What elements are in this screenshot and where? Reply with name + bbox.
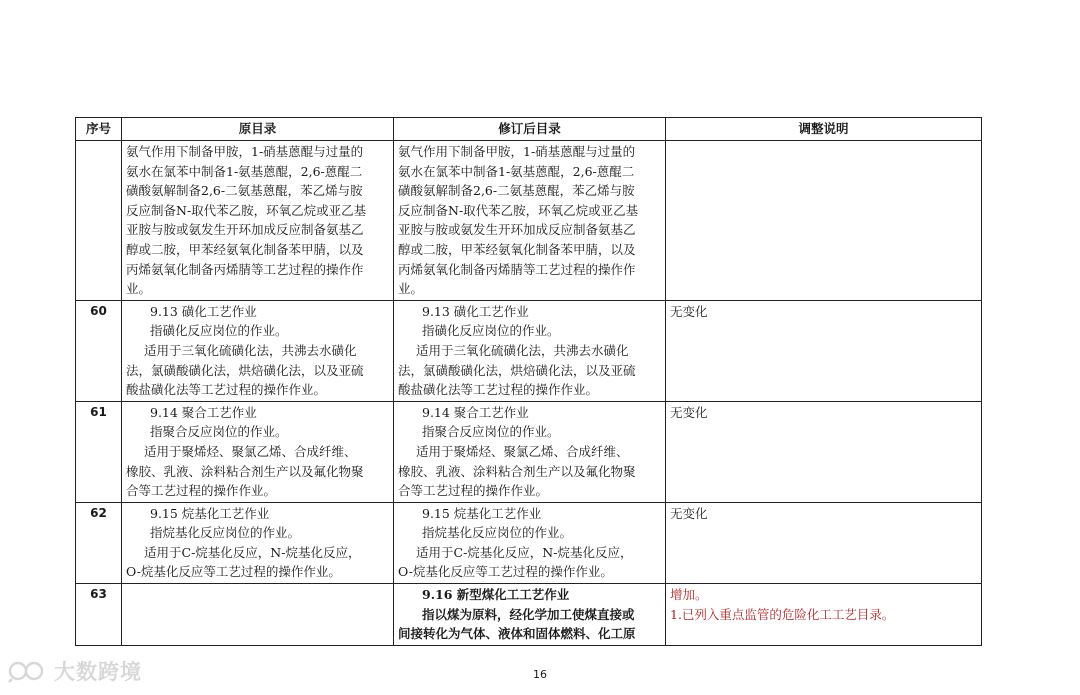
original-cell: [122, 584, 394, 646]
text-line: 指烷基化反应岗位的作业。: [150, 525, 301, 541]
watermark-logo-icon: [8, 659, 48, 683]
text-line: 适用于三氧化硫磺化法，共沸去水磺化: [144, 342, 357, 358]
text-line: 磺酸氨解制备2,6-二氨基蒽醌，苯乙烯与胺: [126, 183, 363, 199]
table-row: [76, 584, 982, 646]
text-line: 业。: [126, 281, 152, 297]
text-line: 指聚合反应岗位的作业。: [150, 424, 288, 440]
note-cell: [666, 300, 982, 401]
row-number: [76, 141, 122, 301]
note-cell: [666, 141, 982, 301]
text-line: 合等工艺过程的操作作业。: [398, 483, 549, 499]
text-line: 亚胺与胺或氨发生开环加成反应制备氨基乙: [126, 222, 364, 238]
text-line: 业。: [398, 281, 424, 297]
note-text: 无变化: [670, 505, 708, 521]
text-line: O-烷基化反应等工艺过程的操作作业。: [126, 564, 341, 580]
text-line: 合等工艺过程的操作作业。: [126, 483, 277, 499]
text-line: 反应制备N-取代苯乙胺，环氧乙烷或亚乙基: [126, 202, 367, 218]
text-line: 指磺化反应岗位的作业。: [150, 323, 288, 339]
text-line: 丙烯氨氧化制备丙烯腈等工艺过程的操作作: [126, 261, 364, 277]
revised-cell: [394, 141, 666, 301]
watermark-text: 大数跨境: [54, 660, 142, 684]
text-line: 磺酸氨解制备2,6-二氨基蒽醌，苯乙烯与胺: [398, 183, 635, 199]
header-original-catalog: 原目录: [122, 118, 394, 141]
header-serial: 序号: [76, 118, 122, 141]
original-cell: [122, 300, 394, 401]
row-number: 63: [76, 584, 122, 646]
text-line: 适用于聚烯烃、聚氯乙烯、合成纤维、: [416, 443, 629, 459]
text-line: 适用于聚烯烃、聚氯乙烯、合成纤维、: [144, 443, 357, 459]
section-title: 9.16 新型煤化工工艺作业: [422, 587, 570, 603]
text-line: 指以煤为原料，经化学加工使煤直接或: [422, 606, 635, 622]
text-line: 丙烯氨氧化制备丙烯腈等工艺过程的操作作: [398, 261, 636, 277]
note-cell: [666, 584, 982, 646]
section-title: 9.15 烷基化工艺作业: [422, 505, 542, 521]
page-number: 16: [533, 668, 547, 681]
header-adjustment-note: 调整说明: [666, 118, 982, 141]
note-text: 无变化: [670, 303, 708, 319]
text-line: 酸盐磺化法等工艺过程的操作作业。: [398, 382, 599, 398]
text-line: O-烷基化反应等工艺过程的操作作业。: [398, 564, 613, 580]
text-line: 酸盐磺化法等工艺过程的操作作业。: [126, 382, 327, 398]
note-text: 1.已列入重点监管的危险化工工艺目录。: [670, 606, 895, 622]
revised-cell: [394, 502, 666, 583]
text-line: 适用于C-烷基化反应，N-烷基化反应，: [416, 544, 633, 560]
note-cell: [666, 401, 982, 502]
section-title: 9.14 聚合工艺作业: [422, 404, 529, 420]
text-line: 法，氯磺酸磺化法，烘焙磺化法，以及亚硫: [398, 362, 636, 378]
revised-cell: [394, 300, 666, 401]
note-text: 增加。: [670, 587, 708, 603]
note-text: 无变化: [670, 404, 708, 420]
section-title: 9.13 磺化工艺作业: [150, 303, 257, 319]
watermark: [8, 656, 142, 686]
row-number: 60: [76, 300, 122, 401]
catalog-comparison-table: [75, 117, 982, 646]
text-line: 适用于C-烷基化反应，N-烷基化反应，: [144, 544, 361, 560]
text-line: 醇或二胺，甲苯经氨氧化制备苯甲腈，以及: [398, 241, 636, 257]
section-title: 9.15 烷基化工艺作业: [150, 505, 270, 521]
table-row: [76, 300, 982, 401]
text-line: 氨水在氯苯中制备1-氨基蒽醌，2,6-蒽醌二: [126, 163, 363, 179]
table-header-row: [76, 118, 982, 141]
revised-cell: [394, 401, 666, 502]
text-line: 指烷基化反应岗位的作业。: [422, 525, 573, 541]
row-number: 61: [76, 401, 122, 502]
text-line: 指磺化反应岗位的作业。: [422, 323, 560, 339]
text-line: 氨水在氯苯中制备1-氨基蒽醌，2,6-蒽醌二: [398, 163, 635, 179]
table-row: [76, 141, 982, 301]
original-cell: [122, 502, 394, 583]
text-line: 醇或二胺，甲苯经氨氧化制备苯甲腈，以及: [126, 241, 364, 257]
section-title: 9.14 聚合工艺作业: [150, 404, 257, 420]
text-line: 反应制备N-取代苯乙胺，环氧乙烷或亚乙基: [398, 202, 639, 218]
table-row: [76, 502, 982, 583]
text-line: 适用于三氧化硫磺化法，共沸去水磺化: [416, 342, 629, 358]
text-line: 亚胺与胺或氨发生开环加成反应制备氨基乙: [398, 222, 636, 238]
text-line: 橡胶、乳液、涂料粘合剂生产以及氟化物聚: [398, 463, 636, 479]
text-line: 法，氯磺酸磺化法，烘焙磺化法，以及亚硫: [126, 362, 364, 378]
text-line: 氨气作用下制备甲胺，1-硝基蒽醌与过量的: [398, 144, 636, 159]
text-line: 指聚合反应岗位的作业。: [422, 424, 560, 440]
note-cell: [666, 502, 982, 583]
row-number: 62: [76, 502, 122, 583]
header-revised-catalog: 修订后目录: [394, 118, 666, 141]
text-line: 间接转化为气体、液体和固体燃料、化工原: [398, 626, 636, 642]
text-line: 氨气作用下制备甲胺，1-硝基蒽醌与过量的: [126, 144, 364, 159]
original-cell: [122, 141, 394, 301]
section-title: 9.13 磺化工艺作业: [422, 303, 529, 319]
table-row: [76, 401, 982, 502]
original-cell: [122, 401, 394, 502]
revised-cell: [394, 584, 666, 646]
text-line: 橡胶、乳液、涂料粘合剂生产以及氟化物聚: [126, 463, 364, 479]
